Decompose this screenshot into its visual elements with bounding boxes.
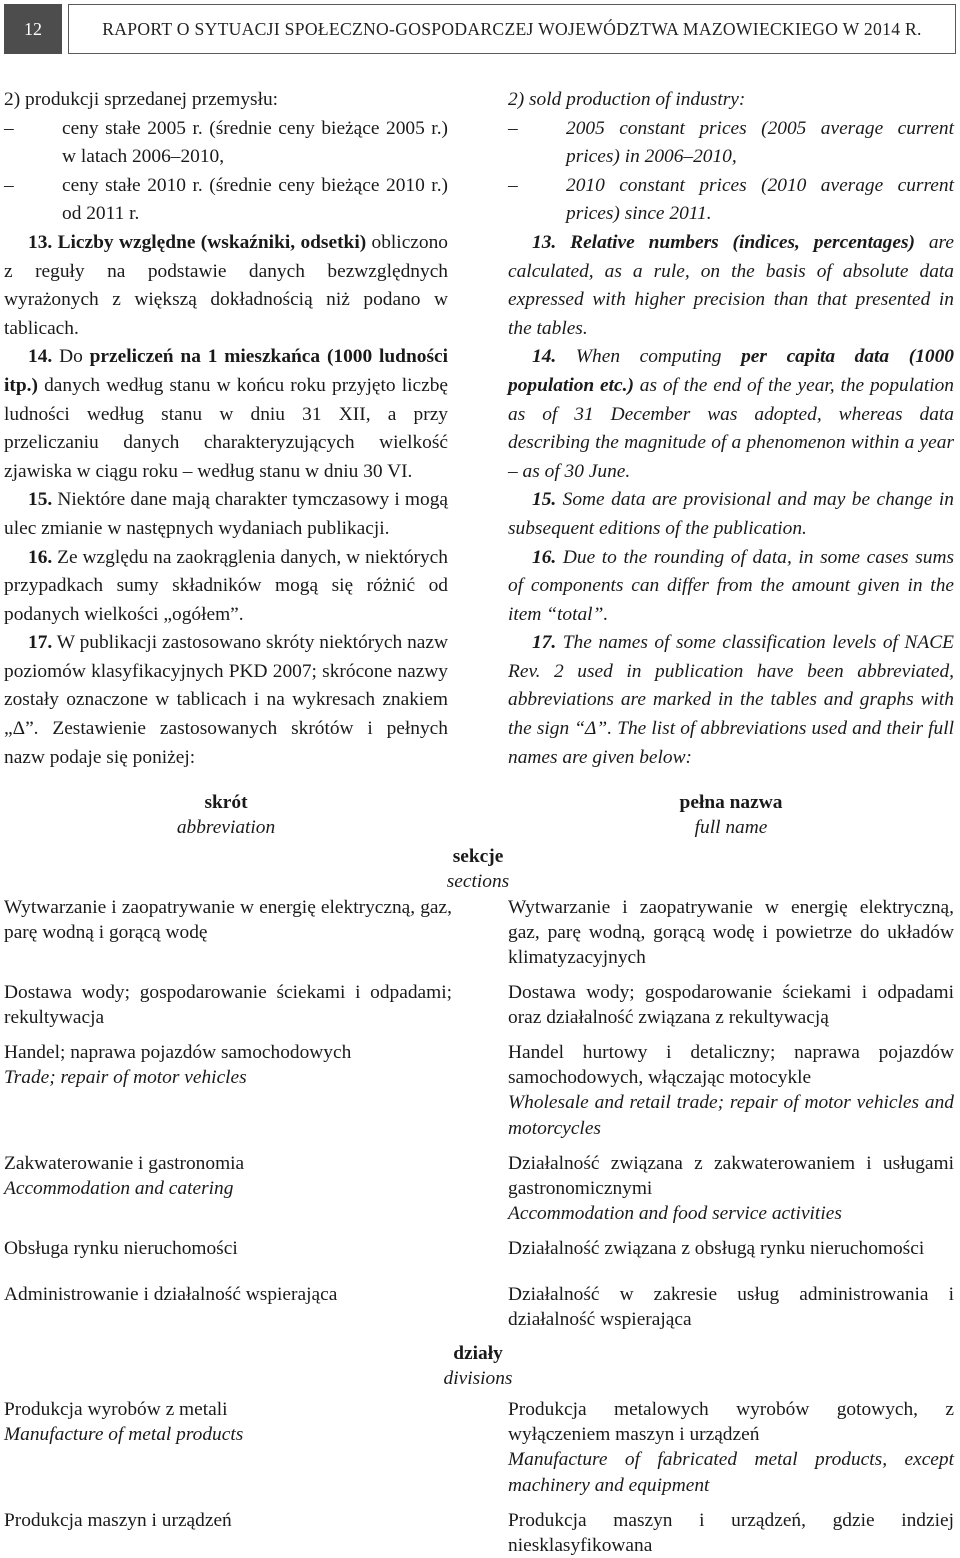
table-row-short [4, 1508, 452, 1533]
item2-dash-1 [4, 115, 448, 172]
table-row-short [4, 1151, 452, 1201]
item2-dash-1-text: ceny stałe 2005 r. (średnie ceny bieżące 2005 r.) w latach 2006–2010, [62, 117, 448, 168]
note-13 [4, 229, 448, 343]
full-name-pl: Produkcja metalowych wyrobów gotowych, z wyłączeniem maszyn i urządzeń [508, 1399, 954, 1446]
note-14-text: danych według stanu w końcu roku przyjęto liczbę ludności według stanu w dniu 31 XII, a przy przeliczaniu danych charakteryzujących wielkość zjawiska w ciągu roku – według stanu w dniu 30 VI. [4, 374, 448, 482]
item2-dash-1-en-text: 2005 constant prices (2005 average current prices) in 2006–2010, [566, 117, 954, 168]
note-17-en-number: 17. [532, 632, 557, 654]
note-17-number: 17. [28, 632, 53, 654]
note-17-en [508, 629, 954, 772]
table-row-full [508, 1236, 954, 1261]
full-name-pl: Dostawa wody; gospodarowanie ściekami i odpadami oraz działalność związana z rekultywacją [508, 982, 954, 1029]
full-name-pl: Handel hurtowy i detaliczny; naprawa pojazdów samochodowych, włączając motocykle [508, 1042, 954, 1089]
header-abbreviation: abbreviation [176, 817, 276, 838]
header-skrot: skrót [204, 792, 248, 813]
table-row-short [4, 1397, 452, 1447]
note-14-en-number: 14. [532, 346, 557, 368]
item2-dash-1-en [508, 115, 954, 172]
note-16-number: 16. [28, 546, 53, 568]
item2-dash-2-text: ceny stałe 2010 r. (średnie ceny bieżące 2010 r.) od 2011 r. [62, 174, 448, 225]
table-row-full [508, 895, 954, 971]
short-name-en: Accommodation and catering [4, 1178, 234, 1200]
table-row-full [508, 1282, 954, 1332]
table-row-full [508, 1508, 954, 1558]
note-13-number: 13. [28, 231, 53, 253]
note-14-term: przeliczeń na 1 mieszkańca (1000 ludności itp.) [4, 346, 448, 396]
note-13-text: obliczono z reguły na podstawie danych bezwzględnych wyrażonych z większą dokładnością niż podano w tablicach. [4, 231, 448, 339]
table-row-short [4, 1282, 452, 1307]
sections-label: sections [446, 871, 510, 892]
item2-dash-2 [4, 172, 448, 229]
note-16-text: Ze względu na zaokrąglenia danych, w niektórych przypadkach sumy składników mogą się różnić od podanych wielkości „ogółem”. [4, 546, 448, 625]
table-row-short [4, 980, 452, 1030]
short-name-pl: Obsługa rynku nieruchomości [4, 1238, 238, 1259]
note-17 [4, 629, 448, 772]
item2-dash-2-en-text: 2010 constant prices (2010 average current prices) since 2011. [566, 174, 954, 225]
table-row-full [508, 1397, 954, 1498]
note-14 [4, 343, 448, 486]
table-row-short [4, 1236, 452, 1261]
note-15-en [508, 486, 954, 543]
short-name-pl: Dostawa wody; gospodarowanie ściekami i odpadami; rekultywacja [4, 982, 452, 1029]
item2-dash-2-en [508, 172, 954, 229]
note-15-text: Niektóre dane mają charakter tymczasowy i mogą ulec zmianie w następnych wydaniach publikacji. [4, 489, 448, 539]
short-name-pl: Produkcja wyrobów z metali [4, 1399, 228, 1420]
note-13-term: Liczby względne (wskaźniki, odsetki) [57, 231, 367, 253]
header-full-name: full name [694, 817, 768, 838]
short-name-pl: Produkcja maszyn i urządzeń [4, 1510, 232, 1531]
left-column-polish [4, 86, 448, 772]
note-14-en-pre: When computing [556, 346, 742, 368]
page-number: 12 [4, 4, 62, 54]
note-16-en-text: Due to the rounding of data, in some cases sums of components can differ from the amount given in the item “total”. [508, 546, 954, 625]
short-name-pl: Zakwaterowanie i gastronomia [4, 1153, 245, 1174]
note-16 [4, 544, 448, 630]
note-15-en-text: Some data are provisional and may be change in subsequent editions of the publication. [508, 489, 954, 539]
short-name-pl: Administrowanie i działalność wspierająca [4, 1284, 338, 1305]
note-15-number: 15. [28, 489, 53, 511]
note-13-en-text: are calculated, as a rule, on the basis of absolute data expressed with higher precision than that presented in the tables. [508, 231, 954, 339]
table-row-short [4, 1040, 452, 1090]
short-name-pl: Wytwarzanie i zaopatrywanie w energię elektryczną, gaz, parę wodną i gorącą wodę [4, 897, 452, 944]
dash-marker: – [508, 174, 518, 196]
short-name-pl: Handel; naprawa pojazdów samochodowych [4, 1042, 352, 1063]
full-name-en: Manufacture of fabricated metal products, except machinery and equipment [508, 1449, 954, 1496]
note-15-en-number: 15. [532, 489, 557, 511]
item2-intro: 2) produkcji sprzedanej przemysłu: [4, 89, 279, 110]
note-14-en-text: as of the end of the year, the population as of 31 December was adopted, whereas data describing the magnitude of a phenomenon within a year – as of 30 June. [508, 374, 954, 482]
full-name-pl: Działalność w zakresie usług administrowania i działalność wspierająca [508, 1284, 954, 1331]
note-13-en-number: 13. [532, 231, 557, 253]
section-heading-divisions [380, 1341, 576, 1391]
header-pelna-nazwa: pełna nazwa [679, 792, 783, 813]
full-name-pl: Działalność związana z obsługą rynku nieruchomości [508, 1238, 925, 1259]
dash-marker: – [4, 117, 14, 139]
section-heading-sections [380, 844, 576, 894]
full-name-en: Accommodation and food service activities [508, 1203, 842, 1225]
sekcje-label: sekcje [452, 846, 504, 867]
table-row-full [508, 980, 954, 1030]
full-name-pl: Działalność związana z zakwaterowaniem i usługami gastronomicznymi [508, 1153, 954, 1200]
page-header [0, 0, 960, 58]
divisions-label: divisions [443, 1368, 513, 1389]
table-row-full [508, 1040, 954, 1141]
note-13-en-term: Relative numbers (indices, percentages) [570, 231, 915, 253]
note-17-en-text: The names of some classification levels of NACE Rev. 2 used in publication have been abbreviated, abbreviations are marked in the tables and graphs with the sign “Δ”. The list of abbreviations used and their full names are given below: [508, 632, 954, 768]
full-name-en: Wholesale and retail trade; repair of motor vehicles and motorcycles [508, 1092, 954, 1139]
note-14-en-term: per capita data (1000 population etc.) [508, 346, 954, 396]
dash-marker: – [508, 117, 518, 139]
right-column-english [508, 86, 954, 772]
note-15 [4, 486, 448, 543]
note-14-number: 14. [28, 346, 53, 368]
note-14-pre: Do [52, 346, 90, 368]
short-name-en: Trade; repair of motor vehicles [4, 1067, 247, 1089]
table-row-full [508, 1151, 954, 1227]
item2-intro-en: 2) sold production of industry: [508, 89, 746, 110]
full-name-pl: Produkcja maszyn i urządzeń, gdzie indziej niesklasyfikowana [508, 1510, 954, 1557]
note-13-en [508, 229, 954, 343]
note-17-text: W publikacji zastosowano skróty niektórych nazw poziomów klasyfikacyjnych PKD 2007; skrócone nazwy zostały oznaczone w tablicach i na wykresach znakiem „Δ”. Zestawienie zastosowanych skrótów i pełnych nazw podaje się poniżej: [4, 632, 448, 768]
note-14-en [508, 343, 954, 486]
table-header-abbreviation [100, 790, 352, 840]
table-header-full-name [600, 790, 862, 840]
dash-marker: – [4, 174, 14, 196]
note-16-en [508, 544, 954, 630]
short-name-en: Manufacture of metal products [4, 1424, 244, 1446]
running-title: RAPORT O SYTUACJI SPOŁECZNO-GOSPODARCZEJ WOJEWÓDZTWA MAZOWIECKIEGO W 2014 R. [68, 4, 956, 54]
table-row-short [4, 895, 452, 945]
note-16-en-number: 16. [532, 546, 557, 568]
dzialy-label: działy [453, 1343, 503, 1364]
full-name-pl: Wytwarzanie i zaopatrywanie w energię elektryczną, gaz, parę wodną, gorącą wodę i powietrze do układów klimatyzacyjnych [508, 897, 954, 969]
